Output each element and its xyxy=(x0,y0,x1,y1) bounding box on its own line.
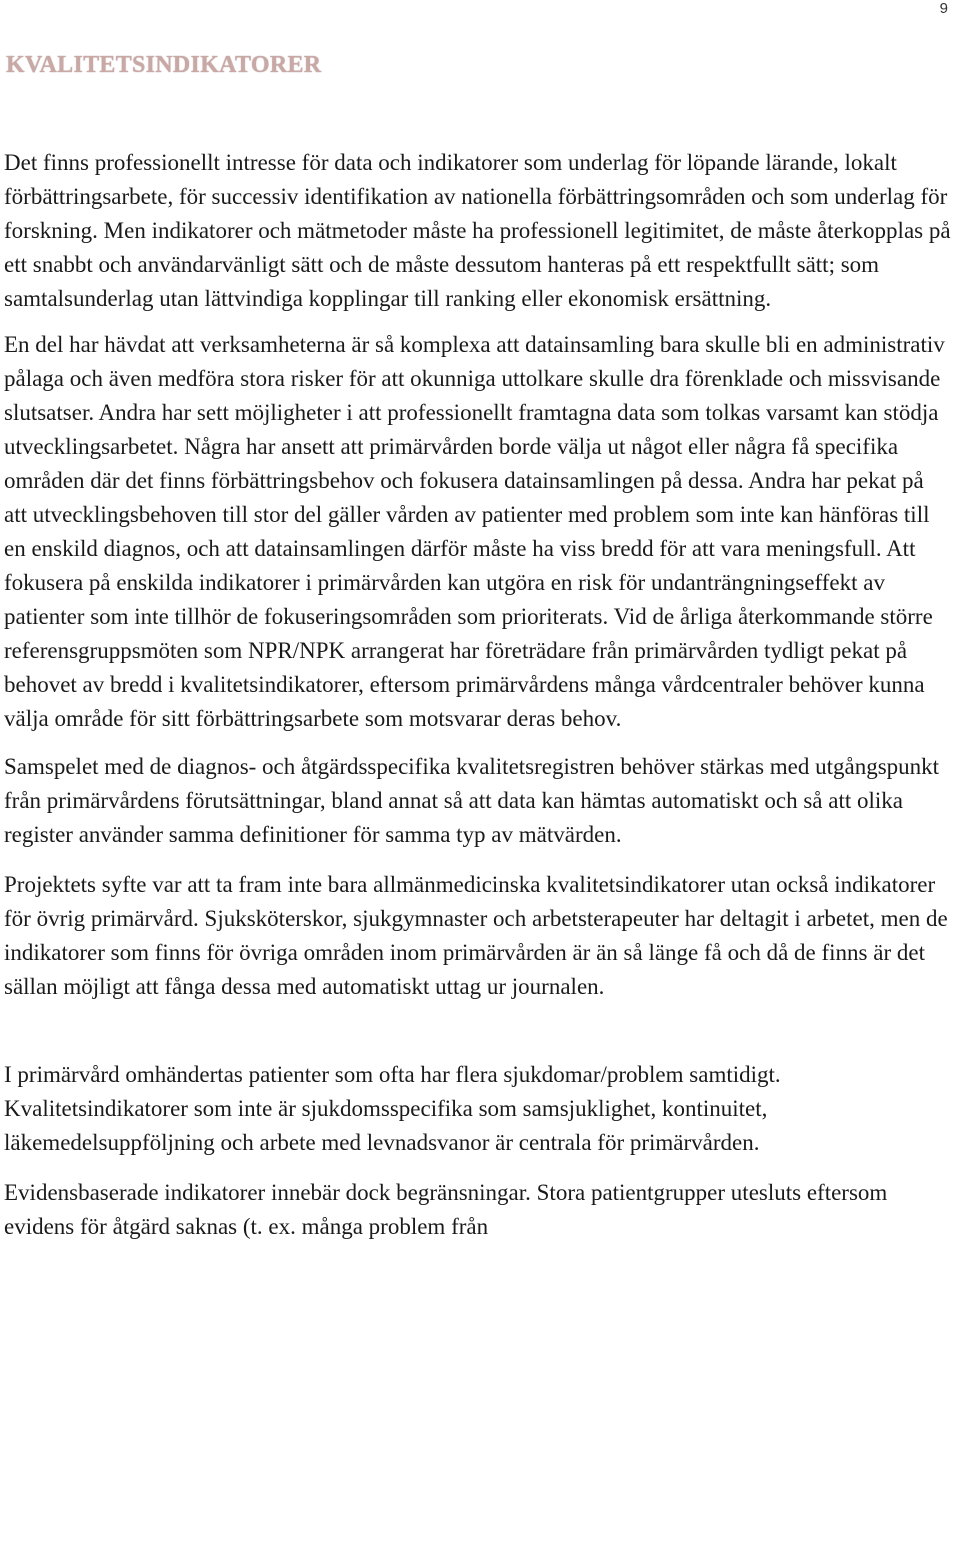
paragraph: I primärvård omhändertas patienter som ofta har flera sjukdomar/problem samtidigt. Kvalitetsindikatorer som inte är sjukdomsspecifika som samsjuklighet, kontinuitet, läkemedelsuppföljning och arbete med levnadsvanor är centrala för primärvården. xyxy=(4,1062,781,1155)
paragraph: Evidensbaserade indikatorer innebär dock begränsningar. Stora patientgrupper utesluts eftersom evidens för åtgärd saknas (t. ex. många problem från xyxy=(4,1180,888,1239)
section-heading: KVALITETSINDIKATORER xyxy=(6,52,322,78)
paragraph: Det finns professionellt intresse för data och indikatorer som underlag för löpande lärande, lokalt förbättringsarbete, för successiv identifikation av nationella förbättringsområden och som underlag för forskning. Men indikatorer och mätmetoder måste ha professionell legitimitet, de måste återkopplas på ett snabbt och användarvänligt sätt och de måste dessutom hanteras på ett respektfullt sätt; som samtalsunderlag utan lättvindiga kopplingar till ranking eller ekonomisk ersättning. xyxy=(4,150,951,311)
paragraph: En del har hävdat att verksamheterna är så komplexa att datainsamling bara skulle bli en administrativ pålaga och även medföra stora risker för att okunniga uttolkare skulle dra förenklade och missvisande slutsatser. Andra har sett möjligheter i att professionellt framtagna data som tolkas varsamt kan stödja utvecklingsarbetet. Några har ansett att primärvården borde välja ut något eller några få specifika områden där det finns förbättringsbehov och fokusera datainsamlingen på dessa. Andra har pekat på att utvecklingsbehoven till stor del gäller vården av patienter med problem som inte kan hänföras till en enskild diagnos, och att datainsamlingen därför måste ha viss bredd för att vara meningsfull. Att fokusera på enskilda indikatorer i primärvården kan utgöra en risk för undanträngningseffekt av patienter som inte tillhör de fokuseringsområden som prioriterats. Vid de årliga återkommande större referensgruppsmöten som NPR/NPK arrangerat har företrädare från primärvården tydligt pekat på behovet av bredd i kvalitetsindikatorer, eftersom primärvårdens många vårdcentraler behöver kunna välja område för sitt förbättringsarbete som motsvarar deras behov. xyxy=(4,332,945,731)
page-number: 9 xyxy=(939,0,948,17)
paragraph: Samspelet med de diagnos- och åtgärdsspecifika kvalitetsregistren behöver stärkas med utgångspunkt från primärvårdens förutsättningar, bland annat så att data kan hämtas automatiskt och så att olika register använder samma definitioner för samma typ av mätvärden. xyxy=(4,754,940,847)
body-text xyxy=(4,146,952,1244)
paragraph: Projektets syfte var att ta fram inte bara allmänmedicinska kvalitetsindikatorer utan också indikatorer för övrig primärvård. Sjuksköterskor, sjukgymnaster och arbetsterapeuter har deltagit i arbetet, men de indikatorer som finns för övriga områden inom primärvården är än så länge få och då de finns är det sällan möjligt att fånga dessa med automatiskt uttag ur journalen. xyxy=(4,872,948,999)
